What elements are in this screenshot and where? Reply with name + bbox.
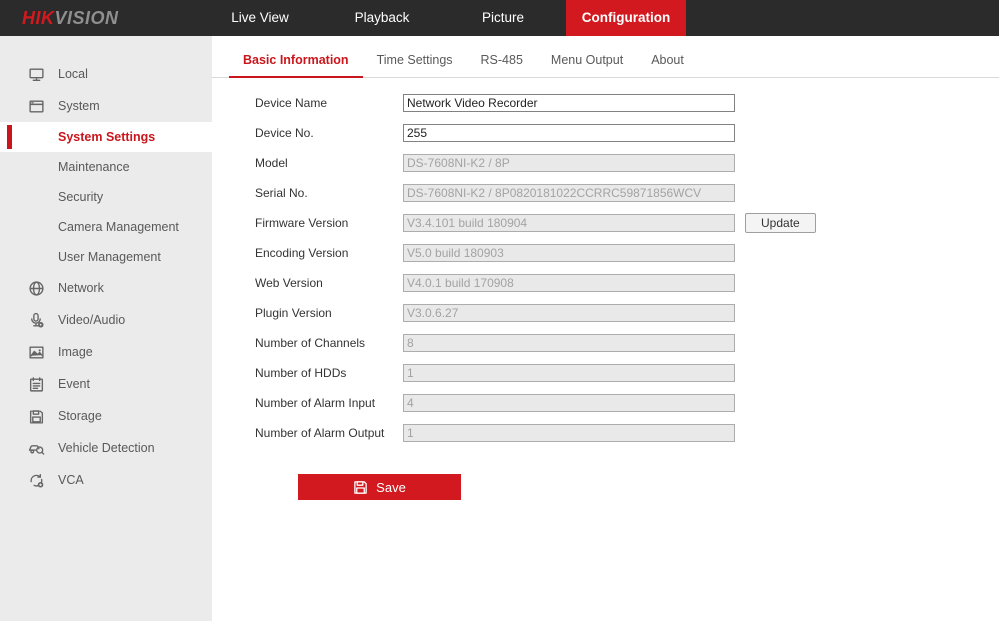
update-button[interactable]: Update [745, 213, 816, 233]
nav-picture[interactable]: Picture [481, 10, 525, 25]
sidebar-item-label: Vehicle Detection [58, 441, 155, 455]
logo-vision: VISION [54, 8, 119, 28]
plugin-version-label: Plugin Version [255, 306, 332, 320]
web-version-input [403, 274, 735, 292]
sidebar-item-video-audio[interactable] [0, 304, 212, 336]
tab-basic-information[interactable]: Basic Information [229, 49, 363, 77]
tab-time-settings[interactable]: Time Settings [376, 53, 453, 67]
sidebar-item-label: System [58, 99, 100, 113]
form-row-number-of-alarm-input [255, 394, 999, 412]
plugin-version-input [403, 304, 735, 322]
sidebar-item-label: System Settings [58, 130, 156, 144]
form-row-model [255, 154, 999, 172]
vehicle-search-icon [27, 439, 45, 457]
basic-information-form [255, 94, 999, 500]
nav-live-view[interactable]: Live View [231, 10, 289, 25]
form-row-web-version [255, 274, 999, 292]
firmware-version-input [403, 214, 735, 232]
vca-icon [27, 471, 45, 489]
nav-configuration[interactable]: Configuration [566, 0, 686, 36]
model-label: Model [255, 156, 288, 170]
event-icon [27, 375, 45, 393]
serial-no-input [403, 184, 735, 202]
device-name-label: Device Name [255, 96, 328, 110]
sidebar [0, 36, 212, 621]
serial-no-label: Serial No. [255, 186, 308, 200]
number-of-hdds-input [403, 364, 735, 382]
number-of-alarm-input-label: Number of Alarm Input [255, 396, 376, 410]
globe-icon [27, 279, 45, 297]
sidebar-item-image[interactable] [0, 336, 212, 368]
web-version-label: Web Version [255, 276, 323, 290]
device-no-label: Device No. [255, 126, 314, 140]
sidebar-item-storage[interactable] [0, 400, 212, 432]
sidebar-item-user-management[interactable] [0, 242, 212, 272]
number-of-alarm-output-label: Number of Alarm Output [255, 426, 385, 440]
sidebar-item-network[interactable] [0, 272, 212, 304]
sidebar-item-camera-management[interactable] [0, 212, 212, 242]
sidebar-item-label: Storage [58, 409, 102, 423]
sidebar-item-system[interactable] [0, 90, 212, 122]
sidebar-item-label: User Management [58, 250, 161, 264]
sidebar-item-vehicle-detection[interactable] [0, 432, 212, 464]
device-name-input[interactable] [403, 94, 735, 112]
save-button[interactable] [298, 474, 461, 500]
sidebar-item-label: Image [58, 345, 93, 359]
form-row-device-name [255, 94, 999, 112]
number-of-alarm-output-input [403, 424, 735, 442]
save-floppy-icon [353, 480, 368, 495]
number-of-channels-input [403, 334, 735, 352]
sidebar-item-label: Maintenance [58, 160, 130, 174]
tab-rs-485[interactable]: RS-485 [480, 53, 523, 67]
sidebar-item-system-settings[interactable] [0, 122, 212, 152]
number-of-alarm-input-input [403, 394, 735, 412]
tab-bar [212, 49, 999, 78]
sidebar-item-label: Local [58, 67, 88, 81]
sidebar-item-vca[interactable] [0, 464, 212, 496]
form-row-number-of-hdds [255, 364, 999, 382]
encoding-version-input [403, 244, 735, 262]
number-of-channels-label: Number of Channels [255, 336, 366, 350]
window-icon [27, 97, 45, 115]
logo-hik: HIK [22, 8, 55, 28]
form-row-number-of-alarm-output [255, 424, 999, 442]
model-input [403, 154, 735, 172]
save-button-label: Save [376, 479, 406, 495]
form-row-device-no [255, 124, 999, 142]
nav-playback[interactable]: Playback [354, 10, 410, 25]
sidebar-item-local[interactable] [0, 58, 212, 90]
main-content [212, 36, 999, 621]
sidebar-item-label: Event [58, 377, 90, 391]
storage-icon [27, 407, 45, 425]
form-row-encoding-version [255, 244, 999, 262]
tab-menu-output[interactable]: Menu Output [550, 53, 624, 67]
form-row-number-of-channels [255, 334, 999, 352]
sidebar-item-label: VCA [58, 473, 84, 487]
tab-about[interactable]: About [651, 53, 684, 67]
form-row-firmware-version [255, 214, 999, 232]
hikvision-logo [22, 0, 119, 36]
sidebar-item-maintenance[interactable] [0, 152, 212, 182]
microphone-icon [27, 311, 45, 329]
sidebar-item-label: Camera Management [58, 220, 179, 234]
top-bar [0, 0, 999, 36]
monitor-icon [27, 65, 45, 83]
sidebar-item-label: Network [58, 281, 104, 295]
sidebar-item-security[interactable] [0, 182, 212, 212]
sidebar-item-label: Video/Audio [58, 313, 126, 327]
firmware-version-label: Firmware Version [255, 216, 349, 230]
form-row-plugin-version [255, 304, 999, 322]
sidebar-item-label: Security [58, 190, 104, 204]
form-row-serial-no [255, 184, 999, 202]
sidebar-item-event[interactable] [0, 368, 212, 400]
image-icon [27, 343, 45, 361]
number-of-hdds-label: Number of HDDs [255, 366, 347, 380]
device-no-input[interactable] [403, 124, 735, 142]
encoding-version-label: Encoding Version [255, 246, 349, 260]
